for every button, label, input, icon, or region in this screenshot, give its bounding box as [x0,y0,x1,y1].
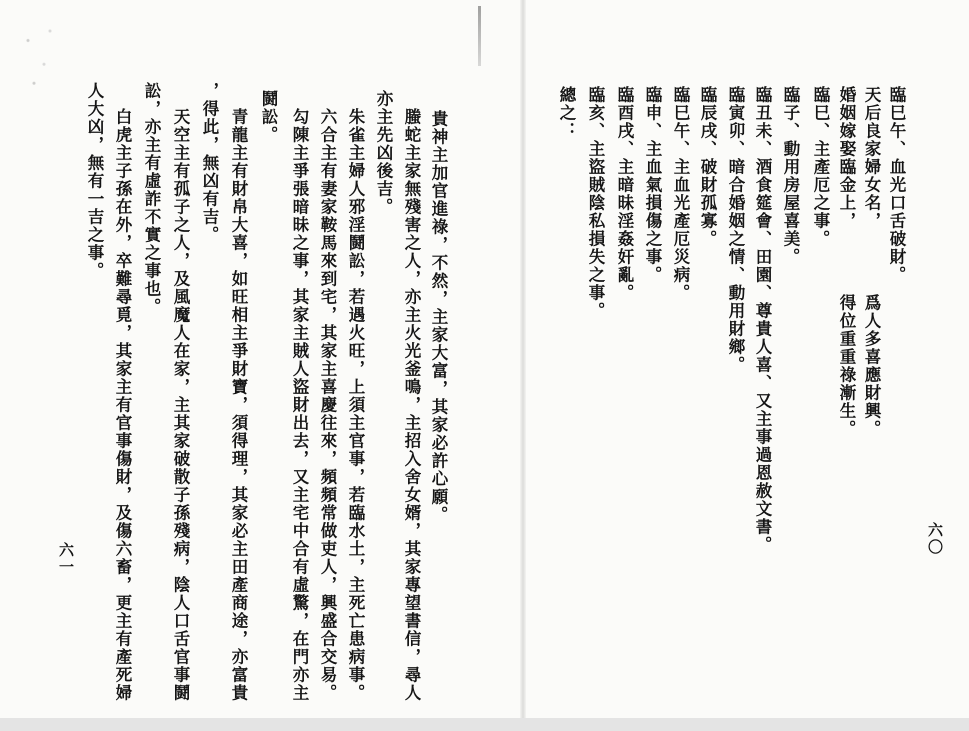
left-line-7: 鬪訟。 [259,90,278,144]
right-line-13: 總之： [557,86,576,140]
left-line-2: 螣蛇主家無殘害之人，亦主火光釜鳴，主招入舍女婿，其家專望書信，尋人 [402,90,421,702]
left-line-4: 朱雀主婦人邪淫鬪訟，若遇火旺，上須主官事，若臨水土，主死亡患病事。 [346,90,365,702]
right-line-10: 臨申、主血氣損傷之事。 [643,86,662,284]
left-line-13: 人大凶，無有一吉之事。 [85,82,104,280]
viewer-bottom-band [0,718,969,731]
left-page-number: 六一 [57,542,75,576]
right-line-11: 臨酉戌、主暗昧淫姦奸亂。 [615,86,634,302]
left-line-3: 亦主先凶後吉。 [374,90,393,216]
right-line-9: 臨巳午、主血光產厄災病。 [671,86,690,302]
scan-speckles [20,12,60,107]
right-line-8: 臨辰戌、破財孤寡。 [698,86,717,248]
left-line-12: 白虎主子孫在外，卒難尋覓，其家主有官事傷財，及傷六畜，更主有產死婦 [113,90,132,702]
right-line-3: 婚姻嫁娶臨金上， 得位重重祿漸生。 [837,86,856,438]
right-line-5: 臨子、動用房屋喜美。 [781,86,800,266]
right-line-4: 臨巳、主產厄之事。 [811,86,830,248]
left-line-9: ，得此，無凶有吉。 [200,82,219,244]
left-line-10: 天空主有孤子之人，及風魔人在家，主其家破散子孫殘病，陰人口舌官事鬪 [171,90,190,702]
left-line-5: 六合主有妻家鞍馬來到宅，其家主喜慶往來，頻頻常做吏人，興盛合交易。 [318,90,337,702]
right-line-1: 臨巳午、血光口舌破財。 [887,86,906,284]
right-line-2: 天后良家婦女名， 爲人多喜應財興。 [862,86,881,438]
right-line-12: 臨亥、主盜賊陰私損失之事。 [586,86,605,320]
page-gutter [520,0,526,718]
left-line-8: 青龍主有財帛大喜，如旺相主爭財寶，須得理，其家必主田產商途，亦富貴 [229,90,248,702]
left-line-6: 勾陳主爭張暗昧之事，其家主賊人盜財出去，又主宅中合有虛驚，在門亦主 [290,90,309,702]
left-line-1: 貴神主加官進祿，不然，主家大富，其家必許心願。 [429,110,448,524]
right-page-number: 六〇 [926,522,944,556]
binding-mark [478,6,481,66]
left-line-11: 訟，亦主有虛詐不實之事也。 [142,82,161,316]
right-line-7: 臨寅卯、暗合婚姻之情、動用財鄉。 [726,86,745,374]
right-line-6: 臨丑未、酒食筵會、田園、尊貴人喜、又主事過恩赦文書。 [753,86,772,554]
